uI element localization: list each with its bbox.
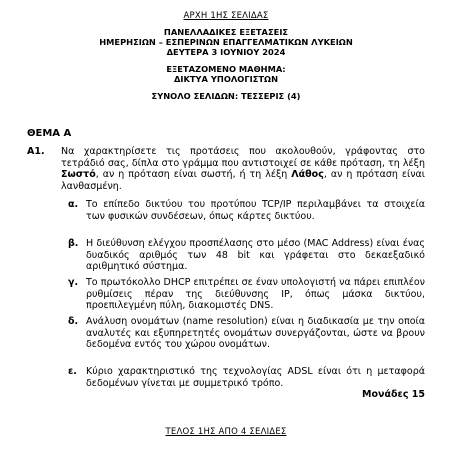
word-true: Σωστό	[61, 169, 96, 180]
page-start-marker: ΑΡΧΗ 1ΗΣ ΣΕΛΙΔΑΣ	[183, 11, 269, 21]
item-text-e: Κύριο χαρακτηριστικό της τεχνολογίας ADSL είναι ότι η μεταφορά δεδομένων γίνεται με συμμετρικό τρόπο.	[86, 366, 425, 389]
item-text-a: Το επίπεδο δικτύου του προτύπου TCP/IP περιλαμβάνει τα στοιχεία των φυσικών συνδέσεων, όπως κάρτες δικτύου.	[86, 199, 425, 222]
total-pages: ΣΥΝΟΛΟ ΣΕΛΙΔΩΝ: ΤΕΣΣΕΡΙΣ (4)	[151, 91, 301, 101]
instructions-part-2: , αν η πρόταση είναι σωστή, ή τη λέξη	[95, 169, 292, 180]
instructions-part-3: , αν η πρόταση είναι λανθασμένη.	[61, 169, 425, 192]
item-label-e: ε.	[68, 366, 77, 377]
marks-total: Μονάδες 15	[362, 389, 425, 400]
item-label-c: γ.	[68, 277, 79, 288]
item-label-d: δ.	[68, 316, 79, 327]
word-false: Λάθος	[291, 169, 324, 180]
exam-schools: ΗΜΕΡΗΣΙΩΝ – ΕΣΠΕΡΙΝΩΝ ΕΠΑΓΓΕΛΜΑΤΙΚΩΝ ΛΥΚΕΙΩΝ	[99, 37, 353, 47]
subject-label: ΕΞΕΤΑΖΟΜΕΝΟ ΜΑΘΗΜΑ:	[166, 64, 286, 74]
page-end-marker: ΤΕΛΟΣ 1ΗΣ ΑΠΟ 4 ΣΕΛΙΔΕΣ	[165, 427, 287, 437]
item-text-b: Η διεύθυνση ελέγχου προσπέλασης στο μέσο (MAC Address) είναι ένας δυαδικός αριθμός των 48 bit και γράφεται στο δεκαεξαδικό αριθμητικό σύστημα.	[86, 238, 425, 272]
subject-name: ΔΙΚΤΥΑ ΥΠΟΛΟΓΙΣΤΩΝ	[173, 74, 279, 84]
exam-date: ΔΕΥΤΕΡΑ 3 ΙΟΥΝΙΟΥ 2024	[166, 47, 286, 57]
item-text-d: Ανάλυση ονομάτων (name resolution) είναι η διαδικασία με την οποία αναλυτές και εξυπηρετητές ονομάτων συνεργάζονται, ώστε να βρουν δεδομένα εντός του χώρου ονομάτων.	[86, 316, 425, 350]
item-label-b: β.	[68, 238, 79, 249]
question-label: Α1.	[27, 146, 45, 157]
section-title: ΘΕΜΑ Α	[27, 128, 72, 139]
instructions-part-1: Να χαρακτηρίσετε τις προτάσεις που ακολουθούν, γράφοντας στο τετράδιό σας, δίπλα στο γράμμα που αντιστοιχεί σε κάθε πρόταση, τη λέξη	[61, 146, 425, 169]
item-label-a: α.	[68, 199, 79, 210]
item-text-c: Το πρωτόκολλο DHCP επιτρέπει σε έναν υπολογιστή να πάρει επιπλέον ρυθμίσεις πέραν της διεύθυνσης IP, όπως μάσκα δικτύου, προεπιλεγμένη πύλη, διακομιστές DNS.	[86, 277, 425, 311]
question-instructions	[61, 146, 425, 192]
exam-title: ΠΑΝΕΛΛΑΔΙΚΕΣ ΕΞΕΤΑΣΕΙΣ	[163, 27, 289, 37]
